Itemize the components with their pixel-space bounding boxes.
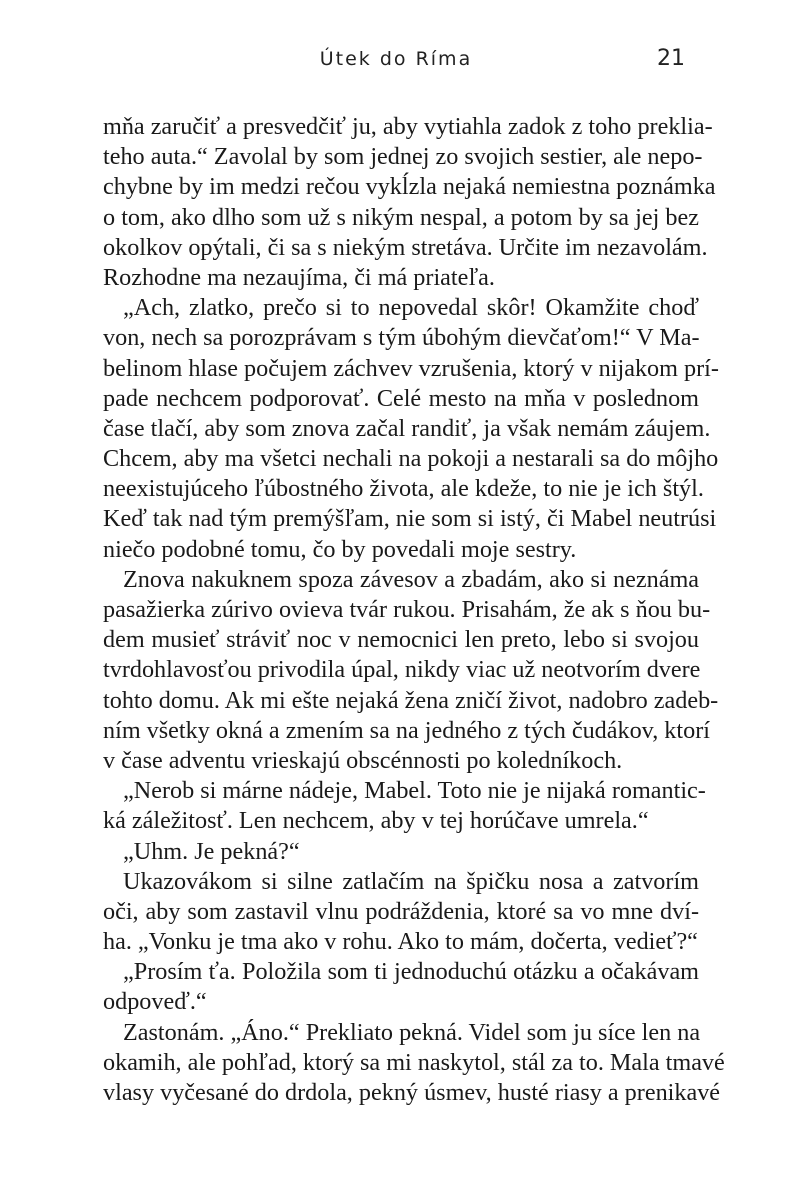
text-line: Znova nakuknem spoza závesov a zbadám, ako si neznáma: [123, 565, 699, 593]
page-number: 21: [657, 46, 685, 71]
text-line: tvrdohlavosťou privodila úpal, nikdy viac už neotvorím dvere: [103, 656, 701, 684]
running-head: [0, 44, 793, 78]
body-text: [103, 112, 725, 1108]
text-line: belinom hlase počujem záchvev vzrušenia, ktorý v nijakom prí-: [103, 354, 719, 382]
text-line: odpoveď.“: [103, 988, 207, 1016]
text-line: v čase adventu vrieskajú obscénnosti po koledníkoch.: [103, 746, 623, 774]
text-line: ha. „Vonku je tma ako v rohu. Ako to mám, dočerta, vedieť?“: [103, 928, 698, 956]
text-line: „Prosím ťa. Položila som ti jednoduchú otázku a očakávam: [123, 958, 699, 986]
text-line: Chcem, aby ma všetci nechali na pokoji a nestarali sa do môjho: [103, 445, 719, 473]
book-title: Útek do Ríma: [319, 48, 473, 70]
text-line: „Ach, zlatko, prečo si to nepovedal skôr! Okamžite choď: [123, 294, 699, 322]
text-line: ním všetky okná a zmením sa na jedného z tých čudákov, ktorí: [103, 716, 710, 744]
text-line: Zastonám. „Áno.“ Prekliato pekná. Videl som ju síce len na: [123, 1018, 701, 1046]
text-line: dem musieť stráviť noc v nemocnici len preto, lebo si svojou: [103, 626, 699, 654]
text-line: okamih, ale pohľad, ktorý sa mi naskytol, stál za to. Mala tmavé: [103, 1048, 725, 1076]
text-line: Rozhodne ma nezaujíma, či má priateľa.: [103, 263, 495, 291]
text-line: pade nechcem podporovať. Celé mesto na mňa v poslednom: [103, 384, 699, 412]
text-line: chybne by im medzi rečou vykĺzla nejaká nemiestna poznámka: [103, 173, 716, 201]
text-line: neexistujúceho ľúbostného života, ale kdeže, to nie je ich štýl.: [103, 475, 704, 503]
text-line: Ukazovákom si silne zatlačím na špičku nosa a zatvorím: [123, 867, 699, 895]
text-line: teho auta.“ Zavolal by som jednej zo svojich sestier, ale nepo-: [103, 143, 703, 171]
text-line: niečo podobné tomu, čo by povedali moje sestry.: [103, 535, 577, 563]
text-line: „Uhm. Je pekná?“: [123, 837, 300, 865]
text-line: čase tlačí, aby som znova začal randiť, ja však nemám záujem.: [103, 414, 711, 442]
text-line: tohto domu. Ak mi ešte nejaká žena zničí život, nadobro zadeb-: [103, 686, 719, 714]
text-line: Keď tak nad tým premýšľam, nie som si istý, či Mabel neutrúsi: [103, 505, 717, 533]
text-line: vlasy vyčesané do drdola, pekný úsmev, husté riasy a prenikavé: [103, 1079, 721, 1106]
text-line: ká záležitosť. Len nechcem, aby v tej horúčave umrela.“: [103, 807, 649, 835]
text-line: pasažierka zúrivo ovieva tvár rukou. Prisahám, že ak s ňou bu-: [103, 596, 711, 623]
text-line: von, nech sa porozprávam s tým úbohým dievčaťom!“ V Ma-: [103, 324, 700, 352]
text-line: mňa zaručiť a presvedčiť ju, aby vytiahla zadok z toho prekliа-: [103, 113, 713, 140]
text-line: „Nerob si márne nádeje, Mabel. Toto nie je nijaká romantic-: [123, 777, 706, 805]
text-line: o tom, ako dlho som už s nikým nespal, a potom by sa jej bez: [103, 203, 699, 231]
text-line: oči, aby som zastavil vlnu podráždenia, ktoré sa vo mne dví-: [103, 897, 699, 925]
text-line: okolkov opýtali, či sa s niekým stretáva. Určite im nezavolám.: [103, 233, 708, 261]
